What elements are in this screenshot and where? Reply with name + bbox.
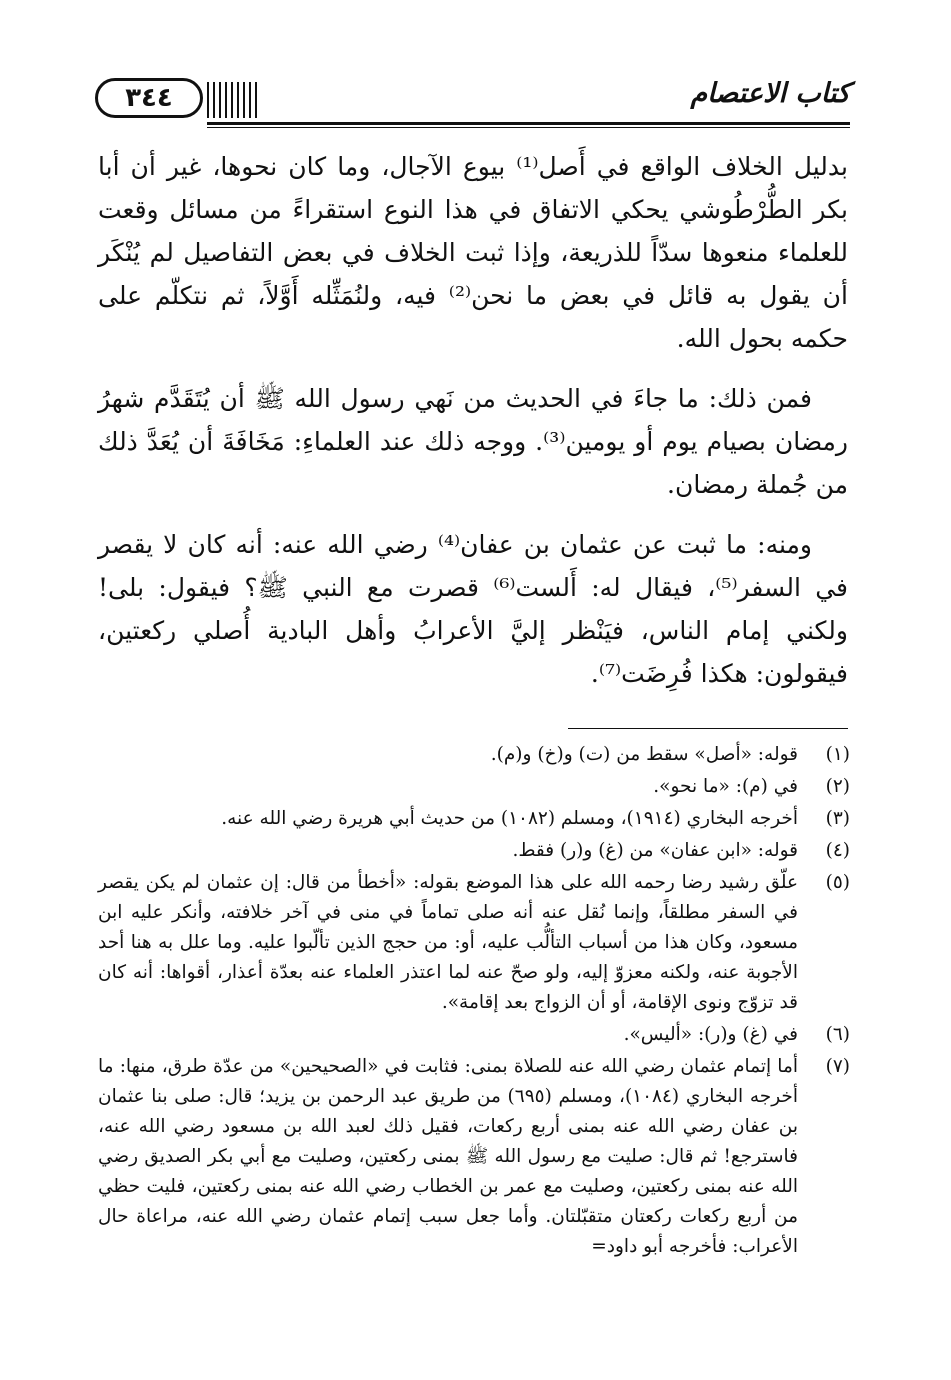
footnote [98,740,850,770]
page-header [95,70,850,132]
footnote-text: أخرجه البخاري (١٩١٤)، ومسلم (١٠٨٢) من حديث أبي هريرة رضي الله عنه. [221,808,798,829]
footnote [98,772,850,802]
paragraph: ومنه: ما ثبت عن عثمان بن عفان⁽⁴⁾ رضي الله عنه: أنه كان لا يقصر في السفر⁽⁵⁾، فيقال له: أَلست⁽⁶⁾ قصرت مع النبي ﷺ؟ فيقول: بلى! ولكني إمام الناس، فيَنْظر إليَّ الأعرابُ وأهل البادية أُصلي ركعتين، فيقولون: هكذا فُرِضَت⁽⁷⁾. [98,530,848,688]
header-rule-thin [207,127,850,128]
footnote-number: (٧) [825,1056,850,1077]
footnote-text: في (م): «ما نحو». [653,776,798,797]
main-text [98,145,848,712]
footnote [98,1020,850,1050]
footnote-number: (٥) [825,872,850,893]
footnote-number: (٤) [825,840,850,861]
footnotes [98,740,850,1264]
footnote [98,1052,850,1262]
footnote-text: علّق رشيد رضا رحمه الله على هذا الموضع بقوله: «أخطأ من قال: إن عثمان لم يكن يقصر في السفر مطلقاً، وإنما نُقل عنه أنه صلى تماماً في منى في آخر خلافته، وأنكر عليه ابن مسعود، وكان هذا من أسباب التألُّب عليه، أو: من حجج الذين تألّبوا عليه. وما علل به هنا أحد الأجوبة عنه، ولكنه معزوّ إليه، ولو صحّ عنه لما اعتذر العلماء عنه بعدّة أعذار، أقواها: أنه كان قد تزوّج ونوى الإقامة، أو أن الزواج بعد إقامة». [98,872,798,1013]
footnote [98,868,850,1018]
footnote-text: قوله: «أصل» سقط من (ت) و(خ) و(م). [490,744,798,765]
paragraph: بدليل الخلاف الواقع في أَصل⁽¹⁾ بيوع الآجال، وما كان نحوها، غير أن أبا بكر الطُّرْطُوشي يحكي الاتفاق في هذا النوع استقراءً من مسائل وقعت للعلماء منعوها سدّاً للذريعة، وإذا ثبت الخلاف في بعض التفاصيل لم يُنْكَر أن يقول به قائل في بعض ما نحن⁽²⁾ فيه، ولنُمَثِّله أَوَّلاً، ثم نتكلّم على حكمه بحول الله. [98,152,848,353]
footnote [98,804,850,834]
footnote-number: (٦) [825,1024,850,1045]
header-ornament [207,82,261,118]
book-title: كتاب الاعتصام [690,78,850,109]
page-number: ٣٤٤ [95,78,203,118]
footnote-number: (٣) [825,808,850,829]
footnote-text: أما إتمام عثمان رضي الله عنه للصلاة بمنى: فثابت في «الصحيحين» من عدّة طرق، منها: ما أخرجه البخاري (١٠٨٤)، ومسلم (٦٩٥) من طريق عبد الرحمن بن يزيد؛ قال: صلى بنا عثمان بن عفان رضي الله عنه بمنى أربع ركعات، فقيل ذلك لعبد الله بن مسعود رضي الله عنه، فاسترجع! ثم قال: صليت مع رسول الله ﷺ بمنى ركعتين، وصليت مع أبي بكر الصديق رضي الله عنه بمنى ركعتين، وصليت مع عمر بن الخطاب رضي الله عنه بمنى ركعتين، فليت حظي من أربع ركعات ركعتان متقبّلتان. وأما جعل سبب إتمام عثمان رضي الله عنه، مراعاة حال الأعراب: فأخرجه أبو داود= [98,1056,799,1257]
footnote-text: في (غ) و(ر): «أليس». [623,1024,798,1045]
footnote-number: (٢) [825,776,850,797]
footnote-text: قوله: «ابن عفان» من (غ) و(ر) فقط. [512,840,798,861]
footnote-separator [568,728,848,729]
footnote [98,836,850,866]
header-rule [207,122,850,125]
footnote-number: (١) [825,744,850,765]
paragraph: فمن ذلك: ما جاءَ في الحديث من نَهي رسول الله ﷺ أن يُتَقَدَّم شهرُ رمضان بصيام يوم أو يومين⁽³⁾. ووجه ذلك عند العلماءِ: مَخَافَةَ أن يُعَدَّ ذلك من جُملة رمضان. [98,384,848,499]
